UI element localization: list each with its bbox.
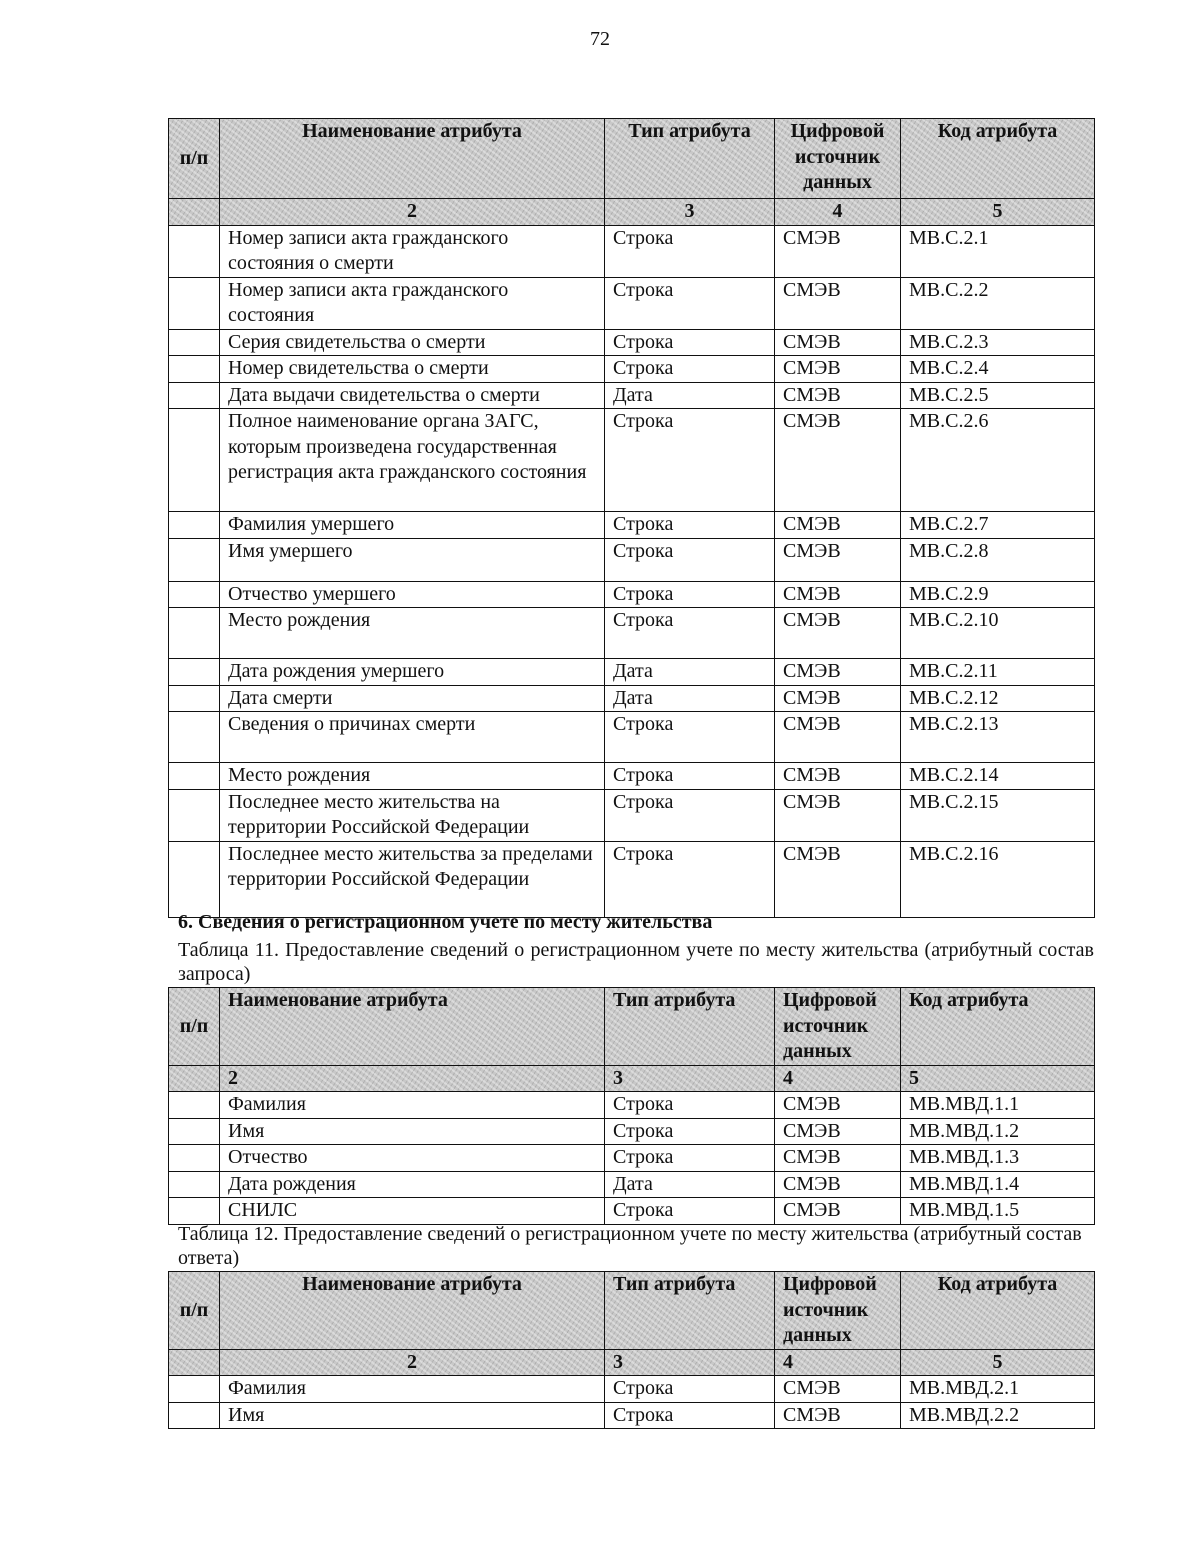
table-row bbox=[169, 608, 1095, 659]
cell-name: Отчество bbox=[220, 1145, 605, 1172]
cell-num bbox=[169, 581, 220, 608]
col-number-1 bbox=[169, 1065, 220, 1092]
cell-type: Строка bbox=[605, 277, 775, 329]
header-name: Наименование атрибута bbox=[220, 988, 605, 1066]
cell-num bbox=[169, 1376, 220, 1403]
cell-num bbox=[169, 789, 220, 841]
cell-num bbox=[169, 382, 220, 409]
cell-name: Фамилия bbox=[220, 1376, 605, 1403]
cell-code: МВ.С.2.13 bbox=[901, 712, 1095, 763]
cell-code: МВ.МВД.2.1 bbox=[901, 1376, 1095, 1403]
header-code: Код атрибута bbox=[901, 119, 1095, 199]
cell-code: МВ.С.2.7 bbox=[901, 512, 1095, 539]
header-code: Код атрибута bbox=[901, 1272, 1095, 1350]
table-row bbox=[169, 1402, 1095, 1429]
header-type: Тип атрибута bbox=[605, 119, 775, 199]
table-header-row bbox=[169, 988, 1095, 1066]
cell-type: Дата bbox=[605, 382, 775, 409]
cell-source: СМЭВ bbox=[775, 356, 901, 383]
header-source: Цифровой источник данных bbox=[775, 119, 901, 199]
cell-source: СМЭВ bbox=[775, 1198, 901, 1225]
cell-type: Строка bbox=[605, 329, 775, 356]
cell-code: МВ.С.2.15 bbox=[901, 789, 1095, 841]
cell-type: Строка bbox=[605, 608, 775, 659]
col-number-5: 5 bbox=[901, 199, 1095, 226]
column-number-row bbox=[169, 1065, 1095, 1092]
cell-type: Строка bbox=[605, 841, 775, 917]
table-caption-11: Таблица 11. Предоставление сведений о регистрационном учете по месту жительства (атрибутный состав запроса) bbox=[178, 939, 1094, 985]
header-source: Цифровой источник данных bbox=[775, 988, 901, 1066]
col-number-2: 2 bbox=[220, 1349, 605, 1376]
cell-type: Строка bbox=[605, 1092, 775, 1119]
header-type: Тип атрибута bbox=[605, 988, 775, 1066]
cell-source: СМЭВ bbox=[775, 581, 901, 608]
table-row bbox=[169, 841, 1095, 917]
cell-source: СМЭВ bbox=[775, 1376, 901, 1403]
cell-name: Дата выдачи свидетельства о смерти bbox=[220, 382, 605, 409]
cell-source: СМЭВ bbox=[775, 841, 901, 917]
table-row bbox=[169, 329, 1095, 356]
header-code: Код атрибута bbox=[901, 988, 1095, 1066]
table-row bbox=[169, 763, 1095, 790]
table-row bbox=[169, 1092, 1095, 1119]
cell-name: Номер записи акта гражданского состояния bbox=[220, 277, 605, 329]
col-number-2: 2 bbox=[220, 199, 605, 226]
table-row bbox=[169, 659, 1095, 686]
cell-name: Дата смерти bbox=[220, 685, 605, 712]
cell-code: МВ.МВД.1.3 bbox=[901, 1145, 1095, 1172]
cell-num bbox=[169, 225, 220, 277]
cell-code: МВ.С.2.16 bbox=[901, 841, 1095, 917]
cell-num bbox=[169, 841, 220, 917]
col-number-3: 3 bbox=[605, 1065, 775, 1092]
cell-source: СМЭВ bbox=[775, 1092, 901, 1119]
cell-source: СМЭВ bbox=[775, 763, 901, 790]
cell-name: Полное наименование органа ЗАГС, которым произведена государственная регистрация акта гражданского состояния bbox=[220, 409, 605, 512]
cell-num bbox=[169, 763, 220, 790]
cell-source: СМЭВ bbox=[775, 712, 901, 763]
cell-source: СМЭВ bbox=[775, 225, 901, 277]
cell-code: МВ.С.2.10 bbox=[901, 608, 1095, 659]
table-header-row bbox=[169, 119, 1095, 199]
header-type: Тип атрибута bbox=[605, 1272, 775, 1350]
table-row bbox=[169, 382, 1095, 409]
cell-type: Строка bbox=[605, 1376, 775, 1403]
cell-name: Имя bbox=[220, 1118, 605, 1145]
cell-code: МВ.С.2.1 bbox=[901, 225, 1095, 277]
table-11 bbox=[168, 987, 1095, 1225]
cell-source: СМЭВ bbox=[775, 1402, 901, 1429]
cell-name: Фамилия bbox=[220, 1092, 605, 1119]
cell-code: МВ.С.2.9 bbox=[901, 581, 1095, 608]
header-name: Наименование атрибута bbox=[220, 119, 605, 199]
cell-code: МВ.МВД.1.4 bbox=[901, 1171, 1095, 1198]
table-12 bbox=[168, 1271, 1095, 1429]
cell-name: Отчество умершего bbox=[220, 581, 605, 608]
cell-name: Последнее место жительства на территории Российской Федерации bbox=[220, 789, 605, 841]
cell-type: Строка bbox=[605, 789, 775, 841]
table-row bbox=[169, 1198, 1095, 1225]
cell-code: МВ.С.2.3 bbox=[901, 329, 1095, 356]
cell-num bbox=[169, 512, 220, 539]
cell-type: Строка bbox=[605, 1198, 775, 1225]
cell-code: МВ.МВД.2.2 bbox=[901, 1402, 1095, 1429]
cell-name: Имя умершего bbox=[220, 538, 605, 581]
cell-type: Строка bbox=[605, 356, 775, 383]
header-name: Наименование атрибута bbox=[220, 1272, 605, 1350]
cell-type: Строка bbox=[605, 1145, 775, 1172]
table-row bbox=[169, 409, 1095, 512]
section-heading: 6. Сведения о регистрационном учете по месту жительства bbox=[178, 911, 713, 933]
table-row bbox=[169, 712, 1095, 763]
cell-num bbox=[169, 685, 220, 712]
table-row bbox=[169, 685, 1095, 712]
header-pp: п/п bbox=[169, 119, 220, 199]
cell-name: Место рождения bbox=[220, 608, 605, 659]
cell-code: МВ.МВД.1.5 bbox=[901, 1198, 1095, 1225]
col-number-2: 2 bbox=[220, 1065, 605, 1092]
header-pp: п/п bbox=[169, 1272, 220, 1350]
cell-num bbox=[169, 277, 220, 329]
cell-num bbox=[169, 409, 220, 512]
cell-num bbox=[169, 1402, 220, 1429]
cell-type: Строка bbox=[605, 512, 775, 539]
cell-num bbox=[169, 608, 220, 659]
cell-source: СМЭВ bbox=[775, 1171, 901, 1198]
cell-name: Серия свидетельства о смерти bbox=[220, 329, 605, 356]
page-number: 72 bbox=[590, 28, 610, 50]
cell-source: СМЭВ bbox=[775, 329, 901, 356]
col-number-1 bbox=[169, 199, 220, 226]
table-caption-12: Таблица 12. Предоставление сведений о регистрационном учете по месту жительства (атрибутный состав ответа) bbox=[178, 1223, 1082, 1269]
header-source: Цифровой источник данных bbox=[775, 1272, 901, 1350]
cell-source: СМЭВ bbox=[775, 608, 901, 659]
cell-num bbox=[169, 329, 220, 356]
table-row bbox=[169, 1118, 1095, 1145]
table-row bbox=[169, 225, 1095, 277]
cell-source: СМЭВ bbox=[775, 512, 901, 539]
cell-code: МВ.МВД.1.1 bbox=[901, 1092, 1095, 1119]
table-row bbox=[169, 789, 1095, 841]
cell-source: СМЭВ bbox=[775, 789, 901, 841]
cell-type: Строка bbox=[605, 225, 775, 277]
table-row bbox=[169, 581, 1095, 608]
cell-source: СМЭВ bbox=[775, 382, 901, 409]
table-row bbox=[169, 277, 1095, 329]
cell-source: СМЭВ bbox=[775, 659, 901, 686]
cell-name: Дата рождения умершего bbox=[220, 659, 605, 686]
cell-type: Дата bbox=[605, 659, 775, 686]
cell-code: МВ.С.2.6 bbox=[901, 409, 1095, 512]
cell-source: СМЭВ bbox=[775, 409, 901, 512]
cell-code: МВ.С.2.12 bbox=[901, 685, 1095, 712]
col-number-5: 5 bbox=[901, 1065, 1095, 1092]
cell-num bbox=[169, 659, 220, 686]
table-row bbox=[169, 356, 1095, 383]
cell-code: МВ.С.2.14 bbox=[901, 763, 1095, 790]
cell-source: СМЭВ bbox=[775, 277, 901, 329]
cell-source: СМЭВ bbox=[775, 685, 901, 712]
cell-source: СМЭВ bbox=[775, 538, 901, 581]
table-row bbox=[169, 1171, 1095, 1198]
cell-code: МВ.С.2.8 bbox=[901, 538, 1095, 581]
cell-code: МВ.С.2.5 bbox=[901, 382, 1095, 409]
table-header-row bbox=[169, 1272, 1095, 1350]
column-number-row bbox=[169, 199, 1095, 226]
cell-code: МВ.МВД.1.2 bbox=[901, 1118, 1095, 1145]
table-row bbox=[169, 538, 1095, 581]
cell-type: Строка bbox=[605, 712, 775, 763]
cell-num bbox=[169, 1171, 220, 1198]
cell-type: Строка bbox=[605, 1402, 775, 1429]
column-number-row bbox=[169, 1349, 1095, 1376]
cell-num bbox=[169, 1118, 220, 1145]
col-number-4: 4 bbox=[775, 199, 901, 226]
cell-type: Дата bbox=[605, 685, 775, 712]
cell-type: Строка bbox=[605, 763, 775, 790]
cell-type: Строка bbox=[605, 1118, 775, 1145]
cell-num bbox=[169, 712, 220, 763]
cell-name: Последнее место жительства за пределами территории Российской Федерации bbox=[220, 841, 605, 917]
cell-num bbox=[169, 356, 220, 383]
cell-num bbox=[169, 1092, 220, 1119]
table-row bbox=[169, 512, 1095, 539]
cell-num bbox=[169, 1198, 220, 1225]
cell-name: Номер свидетельства о смерти bbox=[220, 356, 605, 383]
cell-type: Дата bbox=[605, 1171, 775, 1198]
cell-type: Строка bbox=[605, 409, 775, 512]
cell-name: Дата рождения bbox=[220, 1171, 605, 1198]
col-number-4: 4 bbox=[775, 1349, 901, 1376]
cell-num bbox=[169, 1145, 220, 1172]
cell-source: СМЭВ bbox=[775, 1145, 901, 1172]
cell-type: Строка bbox=[605, 581, 775, 608]
cell-type: Строка bbox=[605, 538, 775, 581]
cell-name: Имя bbox=[220, 1402, 605, 1429]
cell-name: Место рождения bbox=[220, 763, 605, 790]
cell-name: Фамилия умершего bbox=[220, 512, 605, 539]
cell-code: МВ.С.2.11 bbox=[901, 659, 1095, 686]
cell-name: СНИЛС bbox=[220, 1198, 605, 1225]
col-number-4: 4 bbox=[775, 1065, 901, 1092]
table-10 bbox=[168, 118, 1095, 918]
table-row bbox=[169, 1145, 1095, 1172]
cell-code: МВ.С.2.4 bbox=[901, 356, 1095, 383]
cell-name: Сведения о причинах смерти bbox=[220, 712, 605, 763]
col-number-3: 3 bbox=[605, 199, 775, 226]
cell-name: Номер записи акта гражданского состояния о смерти bbox=[220, 225, 605, 277]
cell-source: СМЭВ bbox=[775, 1118, 901, 1145]
col-number-1 bbox=[169, 1349, 220, 1376]
cell-code: МВ.С.2.2 bbox=[901, 277, 1095, 329]
col-number-3: 3 bbox=[605, 1349, 775, 1376]
table-row bbox=[169, 1376, 1095, 1403]
cell-num bbox=[169, 538, 220, 581]
header-pp: п/п bbox=[169, 988, 220, 1066]
col-number-5: 5 bbox=[901, 1349, 1095, 1376]
